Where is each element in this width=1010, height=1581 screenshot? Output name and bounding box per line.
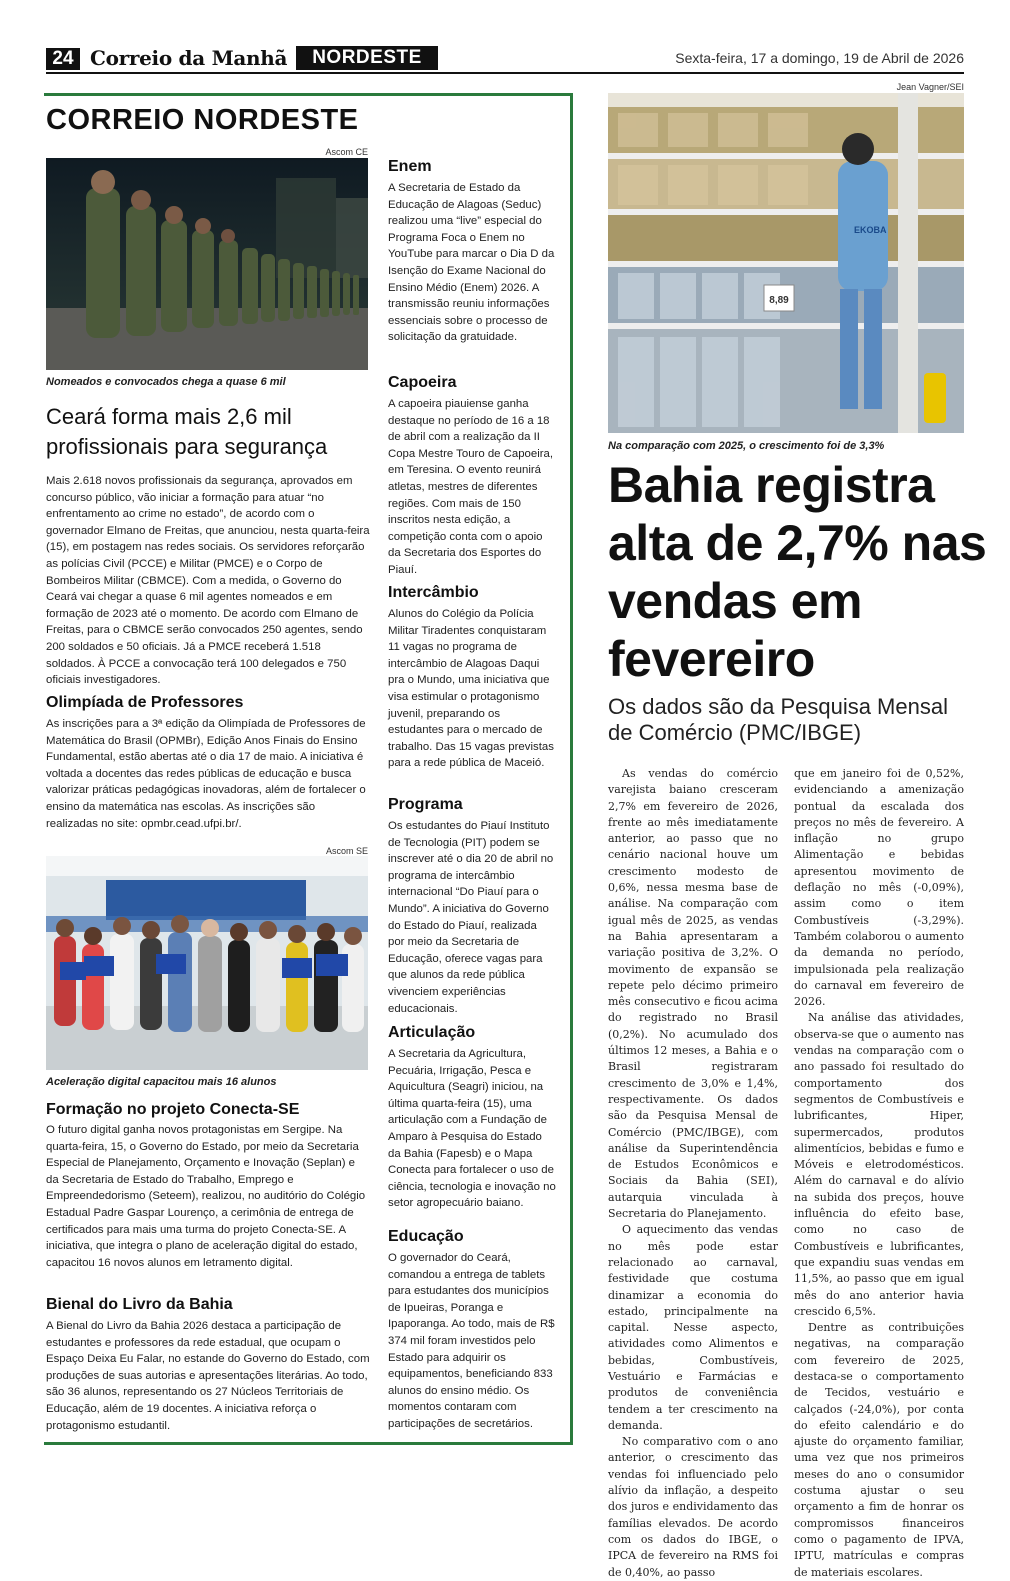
paragraph: No comparativo com o ano anterior, o crescimento das vendas foi influenciado pelo alívio da inflação, a despeito dos juros e endividamento das famílias elevados. De acordo com os dados do IBGE, o IPCA de fevereiro na RMS foi de 0,40%, ao passo bbox=[608, 1435, 778, 1579]
price-tag: 8,89 bbox=[769, 295, 789, 306]
box-title: CORREIO NORDESTE bbox=[46, 104, 359, 136]
paragraph: Dentre as contribuições negativas, na comparação com fevereiro de 2025, destaca-se o comportamento de Tecidos, vestuário e calçados (-24,0%), por conta do efeito calendário e do ajuste do orçamento familiar, uma vez que nos primeiros meses do ano o consumidor costuma ajustar o seu orçamento a fim de honrar os compromissos financeiros como o pagamento de IPVA, IPTU, matrículas e compras de materiais escolares. bbox=[794, 1321, 964, 1579]
paragraph: O aquecimento das vendas no mês pode estar relacionado ao carnaval, festividade que costuma dinamizar a economia do estado, principalmente na capital. Nesse aspecto, atividades como Alimentos e bebidas, Combustíveis, Vestuário e Farmácias e produtos de conveniência tendem a ter crescimento na demanda. bbox=[608, 1223, 778, 1432]
box-border-right bbox=[570, 93, 573, 1445]
brief-body: Os estudantes do Piauí Instituto de Tecnologia (PIT) podem se inscrever até o dia 20 de abril no programa de intercâmbio internacional “Do Piauí para o Mundo”. A iniciativa do Governo do Estado do Piauí, realizada por meio da Secretaria de Educação, oferece vagas para que alunos da rede pública vivenciem experiências educacionais. bbox=[388, 820, 554, 1015]
article-column-1 bbox=[608, 766, 778, 1581]
photo-caption: Aceleração digital capacitou mais 16 alunos bbox=[46, 1076, 277, 1088]
brief-title: Capoeira bbox=[388, 374, 457, 391]
photo-students-certificates bbox=[46, 856, 368, 1070]
article-headline: Ceará forma mais 2,6 mil profissionais para segurança bbox=[46, 404, 328, 459]
subhead-conecta: Formação no projeto Conecta-SE bbox=[46, 1101, 300, 1118]
photo-supermarket bbox=[608, 93, 964, 433]
brief-capoeira bbox=[388, 374, 556, 584]
paragraph: As vendas do comércio varejista baiano cresceram 2,7% em fevereiro de 2026, frente ao mês imediatamente anterior, ao passo que no cenário nacional houve um crescimento modesto de 0,6%, nessa mesma base de análise. Na comparação com igual mês de 2025, as vendas na Bahia apresentaram a variação positiva de 3,2%. O movimento de expansão se repete pelo décimo primeiro mês consecutivo e ficou acima do registrado no Brasil (0,2%). No acumulado dos últimos 12 meses, a Bahia e o Brasil registraram crescimento de 3,0% e 1,4%, respectivamente. Os dados são da Pesquisa Mensal de Comércio (PMC/IBGE), com análise da Superintendência de Estudos Econômicos e Sociais da Bahia (SEI), autarquia vinculada à Secretaria do Planejamento. bbox=[608, 767, 778, 1221]
brief-programa bbox=[388, 796, 556, 1024]
main-headline: Bahia registra alta de 2,7% nas vendas em fevereiro bbox=[608, 457, 987, 687]
photo-credit: Ascom CE bbox=[325, 147, 368, 157]
brief-educacao bbox=[388, 1228, 556, 1433]
header-rule bbox=[46, 72, 964, 74]
brief-title: Articulação bbox=[388, 1024, 476, 1041]
article-body: Mais 2.618 novos profissionais da segurança, aprovados em concurso público, vão iniciar a formação para atuar “no enfrentamento ao crime no estado”, de acordo com o governador Elmano de Freitas, que anunciou, nesta quarta-feira (15), em postagem nas redes sociais. Os servidores reforçarão as polícias Civil (PCCE) e Militar (PMCE) e o Corpo de Bombeiros Militar (CBMCE). Com a medida, o Governo do Ceará vai chegar a quase 6 mil agentes nomeados e em formação de 2023 até o momento. De acordo com Elmano de Freitas, para o CBMCE serão convocados 250 agentes, sendo 200 soldados e 50 oficiais. Já a PMCE receberá 1.518 soldados. À PCCE a convocação terá 100 delegados e 750 oficiais investigadores. bbox=[46, 475, 370, 687]
brief-body: A Secretaria da Agricultura, Pecuária, Irrigação, Pesca e Aquicultura (Seagri) iniciou, na última quarta-feira (15), uma articulação com a Fundação de Amparo à Pesquisa do Estado da Bahia (Fapesb) e o Mapa Conecta para fortalecer o uso de ciência, tecnologia e inovação no setor agropecuário baiano. bbox=[388, 1048, 556, 1210]
brief-body: A Secretaria de Estado da Educação de Alagoas (Seduc) realizou uma “live” especial do Programa Foca o Enem no YouTube para marcar o Dia D da Isenção do Exame Nacional do Ensino Médio (Enem) 2026. A transmissão reuniu informações essenciais sobre o processo de solicitação da gratuidade. bbox=[388, 182, 555, 344]
photo-caption: Nomeados e convocados chega a quase 6 mil bbox=[46, 376, 286, 388]
masthead-logo: Correio da Manhã bbox=[90, 46, 288, 70]
paragraph: Na análise das atividades, observa-se que o aumento nas vendas na comparação com o ano passado foi resultado do comportamento dos segmentos de Combustíveis e lubrificantes, Hiper, supermercados, produtos alimentícios, bebidas e fumo e Móveis e eletrodomésticos. Além do carnaval e do alívio na subida dos preços, houve influência do efeito base, como no caso de Combustíveis e lubrificantes, que expandiu suas vendas em 11,5%, ao passo que em igual mês do ano anterior havia crescido 6,5%. bbox=[794, 1011, 964, 1318]
dateline: Sexta-feira, 17 a domingo, 19 de Abril de 2026 bbox=[675, 50, 964, 66]
brief-articulacao bbox=[388, 1024, 556, 1228]
brief-body: A capoeira piauiense ganha destaque no período de 16 a 18 de abril com a realização da II Copa Mestre Touro de Capoeira, em Teresina. O evento reunirá atletas, mestres de diferentes regiões. Com mais de 150 inscritos nesta edição, a competição conta com o apoio da Secretaria dos Esportes do Piauí. bbox=[388, 398, 554, 576]
news-briefs-column bbox=[388, 158, 556, 1433]
photo-caption: Na comparação com 2025, o crescimento foi de 3,3% bbox=[608, 440, 885, 452]
page-number: 24 bbox=[46, 48, 80, 70]
section-label: NORDESTE bbox=[296, 46, 438, 70]
brief-intercambio bbox=[388, 584, 556, 796]
box-border-top bbox=[44, 93, 572, 96]
subhead-bienal: Bienal do Livro da Bahia bbox=[46, 1296, 233, 1313]
shelf-brand-label: EKOBA bbox=[854, 225, 887, 235]
paragraph: que em janeiro foi de 0,52%, evidenciando a amenização pontual da escalada dos preços no mês de fevereiro. A inflação no grupo Alimentação e bebidas apresentou movimento de deflação no mês (-0,09%), assim como o item Combustíveis (-3,29%). Também colaborou o aumento da demanda no período, impulsionada pela realização do carnaval em fevereiro de 2026. bbox=[794, 767, 964, 1009]
photo-police-formation bbox=[46, 158, 368, 370]
brief-body: Alunos do Colégio da Polícia Militar Tiradentes conquistaram 11 vagas no programa de intercâmbio de Alagoas Daqui pra o Mundo, uma iniciativa que visa estimular o protagonismo juvenil, preparando os estudantes para o mercado de trabalho. Das 15 vagas previstas para a rede pública de Maceió. bbox=[388, 608, 554, 770]
photo-credit: Jean Vagner/SEI bbox=[896, 82, 964, 92]
main-subheadline: Os dados são da Pesquisa Mensal de Comércio (PMC/IBGE) bbox=[608, 694, 948, 745]
conecta-body: O futuro digital ganha novos protagonistas em Sergipe. Na quarta-feira, 15, o Governo do Estado, por meio da Secretaria Especial de Planejamento, Orçamento e Inovação (Seplan) e da Secretaria de Estado do Trabalho, Emprego e Empreendedorismo (Seteem), realizou, no auditório do Colégio Estadual Padre Gaspar Lourenço, a cerimônia de entrega de certificados para mais uma turma do projeto Conecta-SE. A iniciativa, que integra o plano de aceleração digital do estado, capacitou 16 novos alunos em letramento digital. bbox=[46, 1124, 366, 1269]
olimpiada-body: As inscrições para a 3ª edição da Olimpíada de Professores de Matemática do Brasil (OPMBr), Edição Anos Finais do Ensino Fundamental, estão abertas até o dia 17 de maio. A iniciativa é voltada a docentes das redes públicas de educação e busca valorizar práticas pedagógicas inovadoras, além de fortalecer o ensino da matemática nas escolas. As inscrições são realizadas no site: opmbr.cead.ufpi.br/. bbox=[46, 718, 366, 830]
photo-credit: Ascom SE bbox=[325, 846, 368, 856]
brief-title: Educação bbox=[388, 1228, 464, 1245]
brief-title: Programa bbox=[388, 796, 463, 813]
bienal-body: A Bienal do Livro da Bahia 2026 destaca a participação de estudantes e professores da rede estadual, que ocupam o Espaço Deixa Eu Falar, no estande do Governo do Estado, com produções de suas autorias e apresentações literárias. Ao todo, são 36 alunos, representando os 27 Núcleos Territoriais de Educação, além de 19 docentes. A iniciativa reforça o protagonismo estudantil. bbox=[46, 1320, 370, 1432]
brief-title: Intercâmbio bbox=[388, 584, 479, 601]
article-column-2 bbox=[794, 766, 964, 1581]
brief-enem bbox=[388, 158, 556, 374]
subhead-olimpiada: Olimpíada de Professores bbox=[46, 694, 244, 711]
brief-body: O governador do Ceará, comandou a entrega de tablets para estudantes dos municípios de Ipueiras, Poranga e Ipaporanga. Ao todo, mais de R$ 374 mil foram investidos pelo Estado para adquirir os equipamentos, beneficiando 833 alunos do ensino médio. Os momentos contaram com participações de secretários. bbox=[388, 1252, 555, 1430]
brief-title: Enem bbox=[388, 158, 432, 175]
box-border-bottom bbox=[44, 1442, 573, 1445]
